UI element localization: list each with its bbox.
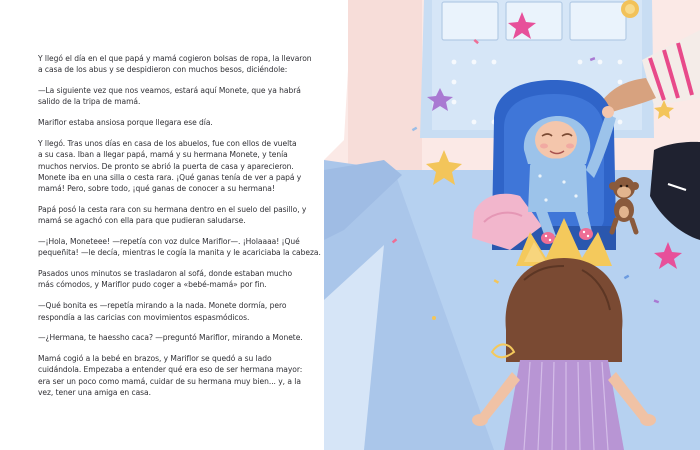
wall-shadow [348,0,422,175]
story-line: pequeñita! —le decía, mientras le cogía la manita y le acariciaba la cabeza. [38,248,321,258]
story-line: mamá! Pero, sobre todo, ¡qué ganas de conocer a su hermana! [38,184,275,194]
story-paragraph [38,117,338,128]
story-illustration [324,0,700,450]
story-line: cuidándola. Empezaba a entender qué era eso de ser hermana mayor: [38,365,303,375]
story-paragraph [38,300,338,323]
story-line: más cómodos, y Mariflor pudo coger a «bebé-mamá» por fin. [38,280,267,290]
story-paragraph [38,236,338,259]
story-line: vez, tener una amiga en casa. [38,388,151,398]
story-paragraph [38,332,338,343]
illustration-page [324,0,700,450]
story-line: mamá se agachó con ella para que pudieran saludarse. [38,216,246,226]
story-paragraph [38,353,338,398]
story-paragraph [38,268,338,291]
story-paragraph [38,204,338,227]
story-line: —¿Hermana, te haessho caca? —preguntó Mariflor, mirando a Monete. [38,333,303,343]
story-paragraph [38,53,338,76]
story-line: Monete iba en una silla o cesta rara. ¡Qué ganas tenía de ver a papá y [38,172,302,182]
story-line: —La siguiente vez que nos veamos, estará aquí Monete, que ya habrá [38,86,301,96]
door-knob-icon [621,0,639,18]
story-line: era ser un poco como mamá, cuidar de su hermana muy bien... y, a la [38,376,301,386]
door-window-icon [442,2,626,40]
story-paragraph [38,138,338,194]
story-line: a su casa. Iban a llegar papá, mamá y su hermana Monete, y tenía [38,150,288,160]
story-line: muchos nervios. De pronto se abrió la puerta de casa y aparecieron. [38,161,294,171]
story-line: —Qué bonita es —repetía mirando a la nada. Monete dormía, pero [38,301,287,311]
story-line: Pasados unos minutos se trasladaron al sofá, donde estaban mucho [38,269,293,279]
story-text [38,53,338,408]
story-line: —¡Hola, Moneteee! —repetía con voz dulce Mariflor—. ¡Holaaaa! ¡Qué [38,237,300,247]
story-line: Y llegó. Tras unos días en casa de los abuelos, fue con ellos de vuelta [38,138,297,148]
story-line: Papá posó la cesta rara con su hermana dentro en el suelo del pasillo, y [38,204,307,214]
story-line: a casa de los abus y se despidieron con muchos besos, diciéndole: [38,65,288,75]
story-line: Y llegó el día en el que papá y mamá cogieron bolsas de ropa, la llevaron [38,54,312,63]
story-line: respondía a las caricias con movimientos espasmódicos. [38,312,250,322]
story-paragraph [38,85,338,108]
story-line: salido de la tripa de mamá. [38,97,141,107]
story-line: Mamá cogió a la bebé en brazos, y Mariflor se quedó a su lado [38,354,272,364]
story-line: Mariflor estaba ansiosa porque llegara ese día. [38,118,213,128]
